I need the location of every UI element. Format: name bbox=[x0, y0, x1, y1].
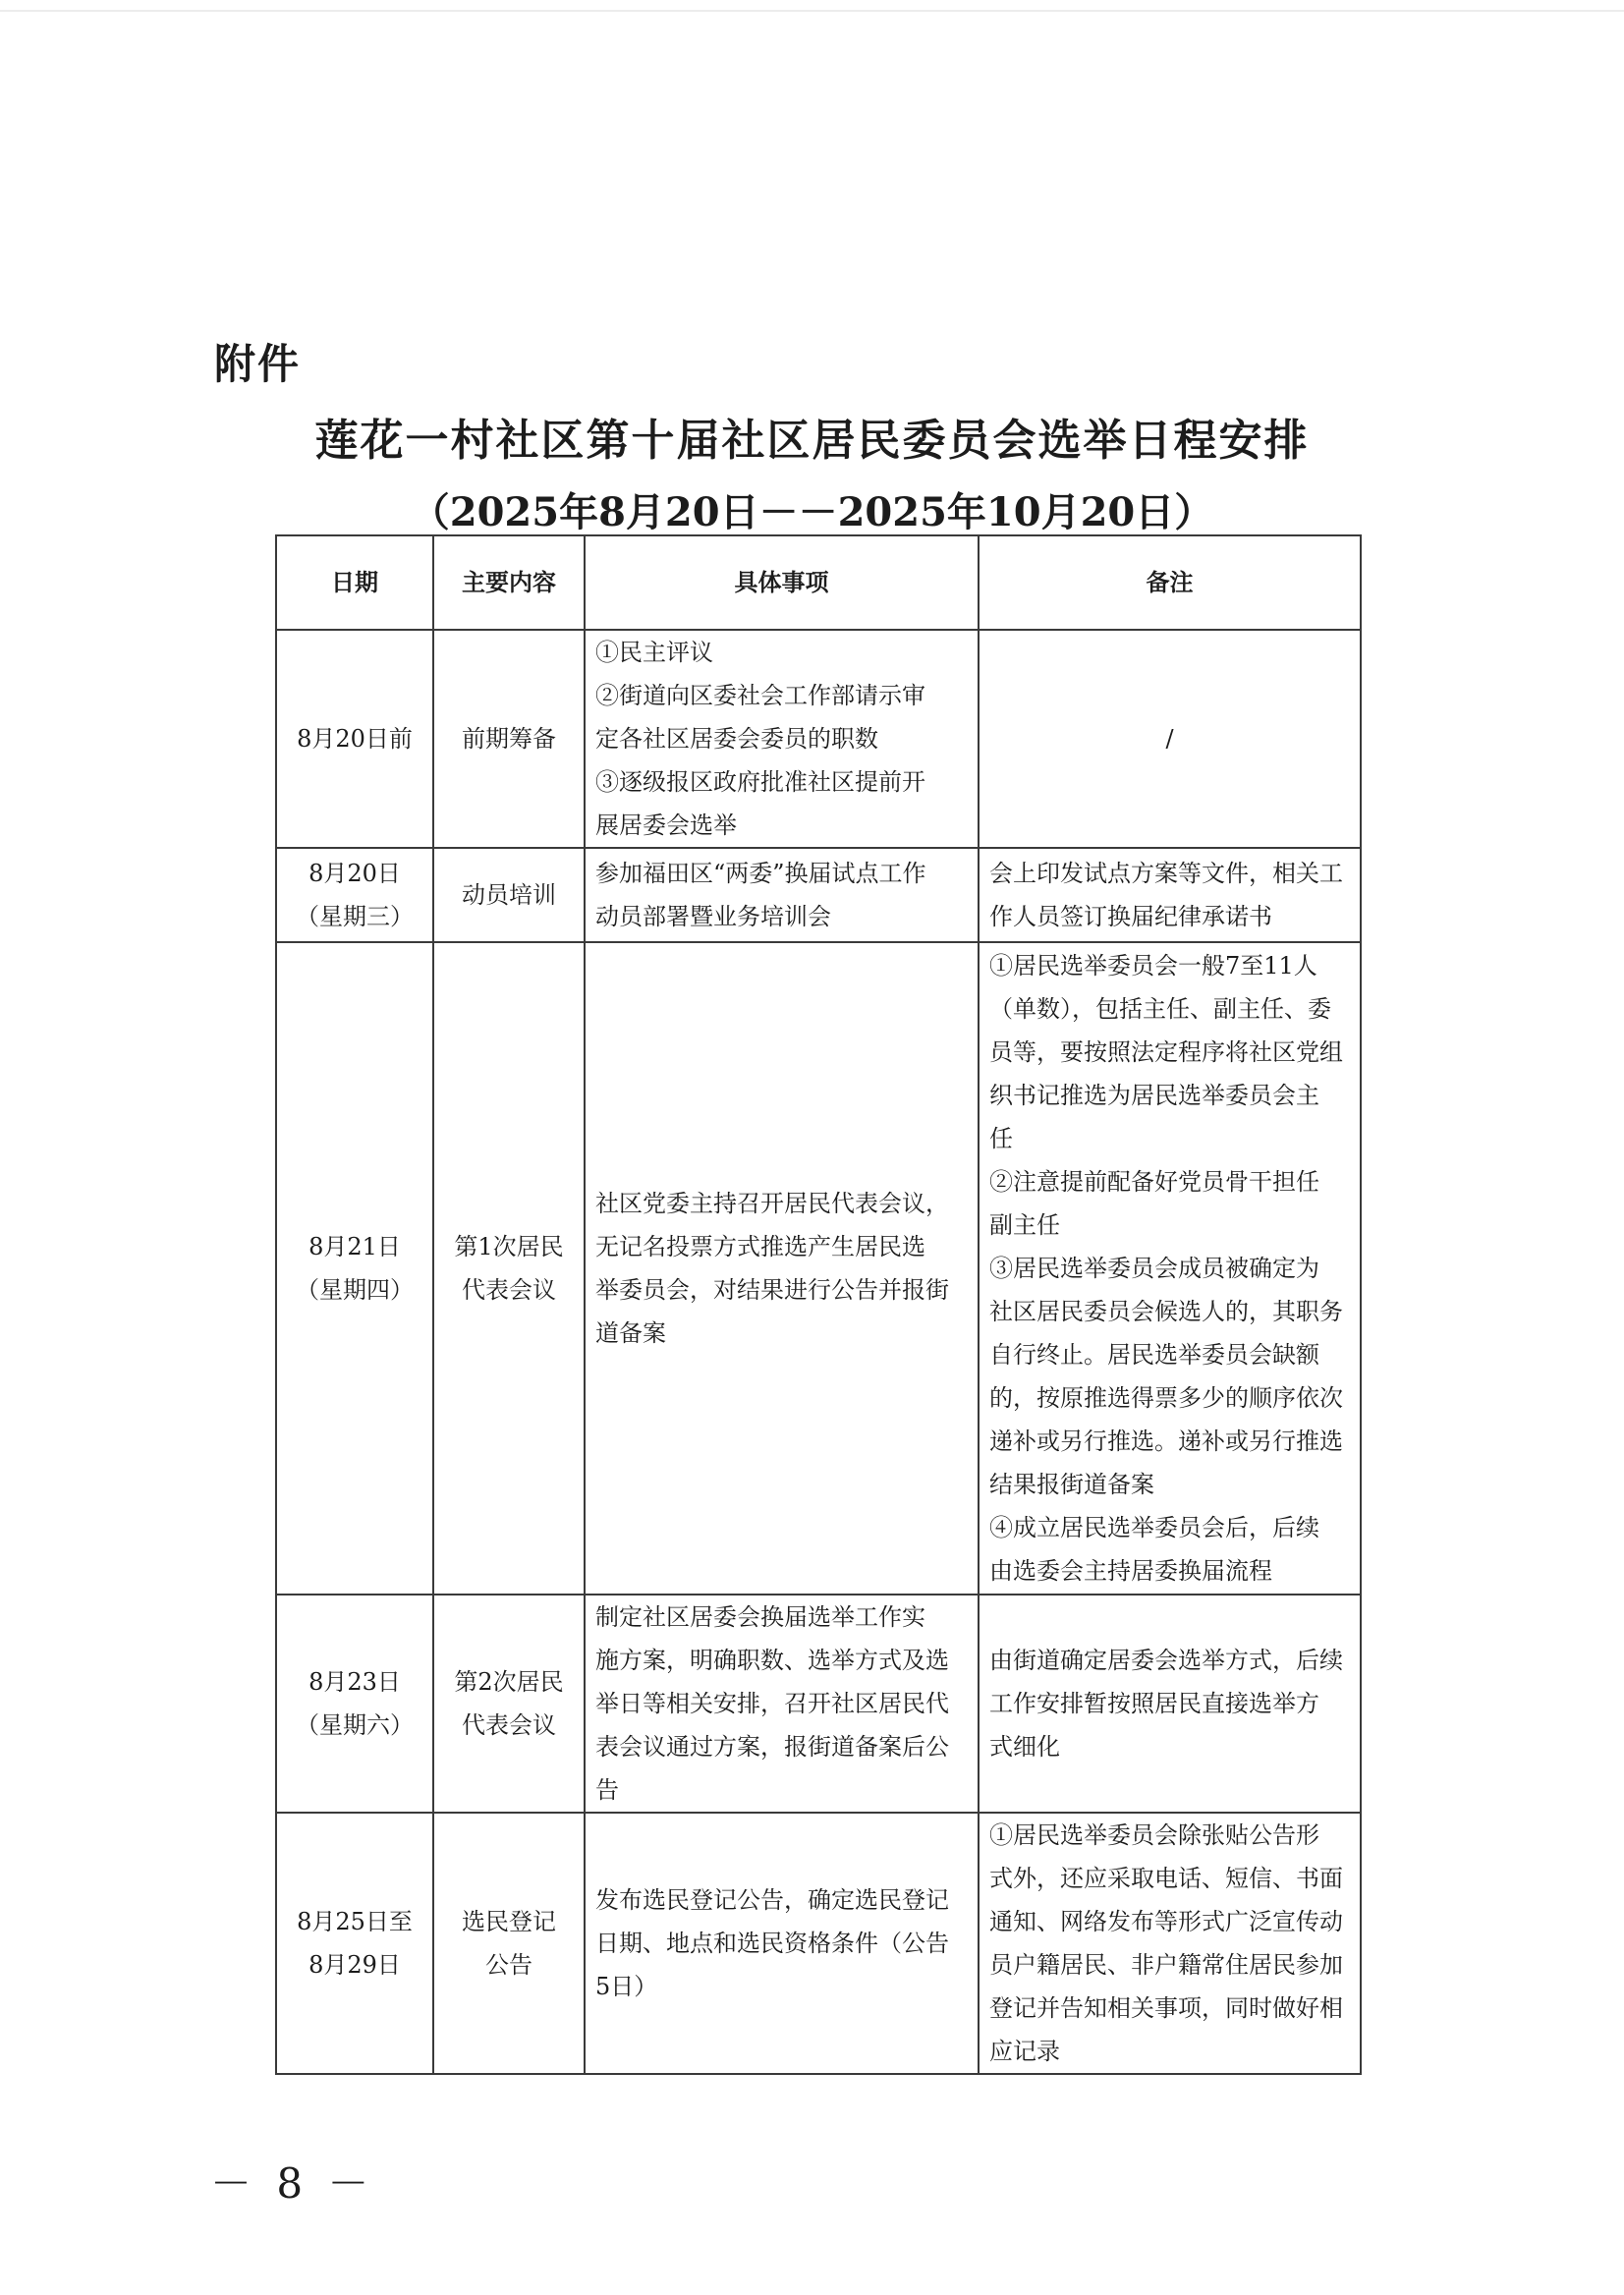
attachment-label: 附件 bbox=[214, 340, 302, 388]
detail-cell: 参加福田区“两委”换届试点工作 动员部署暨业务培训会 bbox=[585, 848, 979, 942]
main-content-cell: 第1次居民 代表会议 bbox=[433, 942, 585, 1595]
date-cell: 8月21日 （星期四） bbox=[276, 942, 433, 1595]
note-cell: / bbox=[979, 630, 1361, 848]
page-number: － 8 － bbox=[210, 2159, 375, 2208]
detail-cell: 社区党委主持召开居民代表会议， 无记名投票方式推选产生居民选 举委员会，对结果进行公告并报街 道备案 bbox=[585, 942, 979, 1595]
election-schedule-table bbox=[275, 534, 1362, 2075]
detail-cell: 制定社区居委会换届选举工作实 施方案，明确职数、选举方式及选 举日等相关安排，召开社区居民代 表会议通过方案，报街道备案后公 告 bbox=[585, 1595, 979, 1813]
main-content-cell: 前期筹备 bbox=[433, 630, 585, 848]
table-row bbox=[276, 942, 1361, 1595]
table-row bbox=[276, 1813, 1361, 2074]
header-date: 日期 bbox=[276, 535, 433, 630]
table-row bbox=[276, 630, 1361, 848]
main-content-cell: 选民登记 公告 bbox=[433, 1813, 585, 2074]
note-cell: 由街道确定居委会选举方式，后续 工作安排暂按照居民直接选举方 式细化 bbox=[979, 1595, 1361, 1813]
table-row bbox=[276, 848, 1361, 942]
scan-top-edge bbox=[0, 10, 1624, 12]
main-content-cell: 动员培训 bbox=[433, 848, 585, 942]
main-content-cell: 第2次居民 代表会议 bbox=[433, 1595, 585, 1813]
table-header-row bbox=[276, 535, 1361, 630]
date-cell: 8月20日 （星期三） bbox=[276, 848, 433, 942]
date-cell: 8月23日 （星期六） bbox=[276, 1595, 433, 1813]
table-row bbox=[276, 1595, 1361, 1813]
header-specific-items: 具体事项 bbox=[585, 535, 979, 630]
document-title: 莲花一村社区第十届社区居民委员会选举日程安排 bbox=[314, 416, 1310, 466]
note-cell: 会上印发试点方案等文件，相关工 作人员签订换届纪律承诺书 bbox=[979, 848, 1361, 942]
note-cell: ①居民选举委员会一般7至11人 （单数），包括主任、副主任、委 员等，要按照法定程序将社区党组 织书记推选为居民选举委员会主 任 ②注意提前配备好党员骨干担任 副主任 ③居民选举委员会成员被确定为 社区居民委员会候选人的，其职务 自行终止。居民选举委员会缺额 的，按原推选得票多少的顺序依次 递补或另行推选。递补或另行推选 结果报街道备案 ④成立居民选举委员会后，后续 由选委会主持居委换届流程 bbox=[979, 942, 1361, 1595]
header-main-content: 主要内容 bbox=[433, 535, 585, 630]
note-cell: ①居民选举委员会除张贴公告形 式外，还应采取电话、短信、书面 通知、网络发布等形式广泛宣传动 员户籍居民、非户籍常住居民参加 登记并告知相关事项，同时做好相 应记录 bbox=[979, 1813, 1361, 2074]
header-remarks: 备注 bbox=[979, 535, 1361, 630]
date-cell: 8月25日至 8月29日 bbox=[276, 1813, 433, 2074]
detail-cell: ①民主评议 ②街道向区委社会工作部请示审 定各社区居委会委员的职数 ③逐级报区政府批准社区提前开 展居委会选举 bbox=[585, 630, 979, 848]
date-range-subtitle: （2025年8月20日－－2025年10月20日） bbox=[410, 489, 1214, 535]
date-cell: 8月20日前 bbox=[276, 630, 433, 848]
detail-cell: 发布选民登记公告，确定选民登记 日期、地点和选民资格条件（公告 5日） bbox=[585, 1813, 979, 2074]
